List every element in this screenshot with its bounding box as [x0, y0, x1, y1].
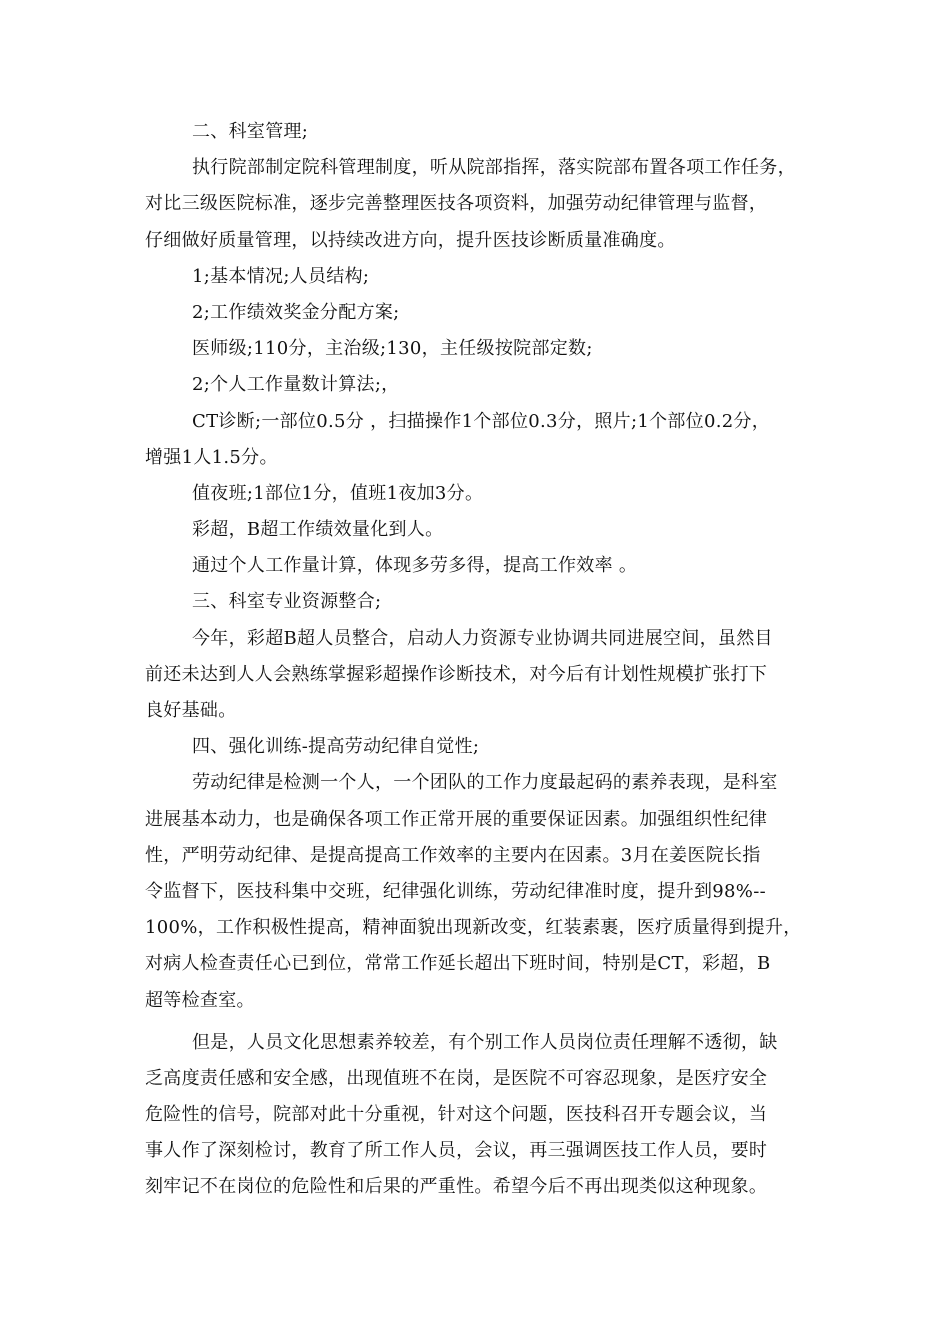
paragraph-line: 事人作了深刻检讨，教育了所工作人员，会议，再三强调医技工作人员，要时: [145, 1140, 768, 1162]
list-item: 2;工作绩效奖金分配方案;: [192, 301, 400, 323]
paragraph-line: 性，严明劳动纪律、是提高提高工作效率的主要内在因素。3月在姜医院长指: [145, 844, 761, 866]
section-heading: 四、强化训练-提高劳动纪律自觉性;: [192, 736, 480, 758]
list-item: 2;个人工作量数计算法;，: [192, 374, 400, 396]
paragraph-line: 危险性的信号，院部对此十分重视，针对这个问题，医技科召开专题会议，当: [145, 1104, 768, 1126]
paragraph-line: 令监督下，医技科集中交班，纪律强化训练，劳动纪律准时度，提升到98%--: [145, 880, 766, 902]
section-heading: 三、科室专业资源整合;: [192, 591, 382, 613]
paragraph-line: 超等检查室。: [145, 989, 255, 1011]
paragraph-line: 增强1人1.5分。: [145, 446, 278, 468]
paragraph-line: 进展基本动力，也是确保各项工作正常开展的重要保证因素。加强组织性纪律: [145, 808, 768, 830]
paragraph-line: 乏高度责任感和安全感，出现值班不在岗，是医院不可容忍现象，是医疗安全: [145, 1067, 768, 1089]
paragraph-line: 值夜班;1部位1分，值班1夜加3分。: [192, 482, 484, 504]
paragraph-line: 医师级;110分，主治级;130，主任级按院部定数;: [192, 338, 593, 360]
paragraph-line: 对比三级医院标准，逐步完善整理医技各项资料，加强劳动纪律管理与监督，: [145, 193, 768, 215]
paragraph-line: 执行院部制定院科管理制度，听从院部指挥，落实院部布置各项工作任务，: [192, 157, 796, 179]
paragraph-line: 劳动纪律是检测一个人，一个团队的工作力度最起码的素养表现，是科室: [192, 772, 778, 794]
paragraph-line: 但是，人员文化思想素养较差，有个别工作人员岗位责任理解不透彻，缺: [192, 1031, 778, 1053]
paragraph-line: CT诊断;一部位0.5分 ，扫描操作1个部位0.3分，照片;1个部位0.2分，: [192, 410, 771, 432]
document-body: [145, 114, 825, 1206]
paragraph-line: 今年，彩超B超人员整合，启动人力资源专业协调共同进展空间，虽然目: [192, 627, 773, 649]
section-heading: 二、科室管理;: [192, 121, 309, 142]
paragraph-line: 前还未达到人人会熟练掌握彩超操作诊断技术，对今后有计划性规模扩张打下: [145, 663, 768, 685]
paragraph-line: 对病人检查责任心已到位，常常工作延长超出下班时间，特别是CT，彩超，B: [145, 953, 771, 975]
paragraph-line: 刻牢记不在岗位的危险性和后果的严重性。希望今后不再出现类似这种现象。: [145, 1176, 768, 1198]
paragraph-line: 通过个人工作量计算，体现多劳多得，提高工作效率 。: [192, 555, 638, 577]
list-item: 1;基本情况;人员结构;: [192, 265, 370, 287]
paragraph-line: 良好基础。: [145, 700, 237, 721]
paragraph-line: 100%，工作积极性提高，精神面貌出现新改变，红装素裹，医疗质量得到提升，: [145, 917, 802, 939]
paragraph-line: 彩超，B超工作绩效量化到人。: [192, 519, 444, 541]
paragraph-line: 仔细做好质量管理，以持续改进方向，提升医技诊断质量准确度。: [145, 229, 676, 251]
